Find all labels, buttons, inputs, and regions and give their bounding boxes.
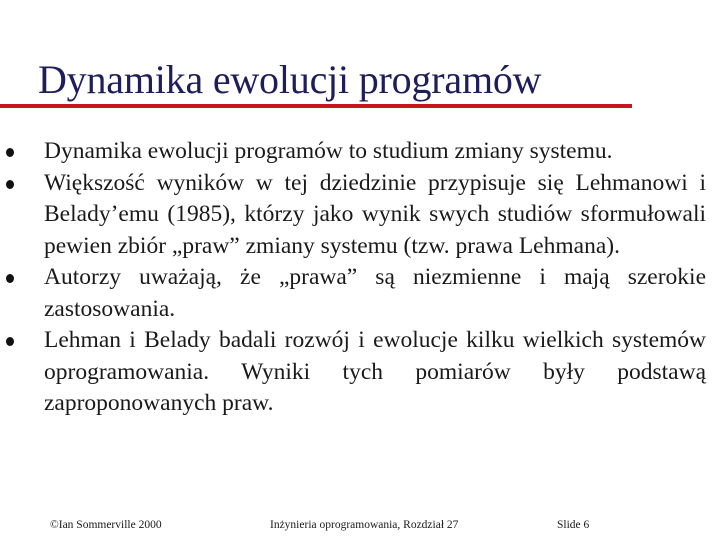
bullet-item bbox=[0, 168, 720, 263]
bullet-dot-icon bbox=[6, 148, 14, 157]
slide-title: Dynamika ewolucji programów bbox=[38, 57, 542, 102]
footer-slide-number: Slide 6 bbox=[557, 519, 590, 531]
bullet-dot-icon bbox=[6, 274, 14, 283]
bullet-item bbox=[0, 325, 720, 420]
bullet-text: Większość wyników w tej dziedzinie przypisuje się Lehmanowi i Belady’emu (1985), którzy jako wynik swych studiów sformułowali pewien zbiór „praw” zmiany systemu (tzw. prawa Lehmana). bbox=[44, 169, 706, 259]
footer-copyright: ©Ian Sommerville 2000 bbox=[50, 519, 162, 531]
bullet-text: Autorzy uważają, że „prawa” są niezmienne i mają szerokie zastosowania. bbox=[44, 264, 706, 322]
bullet-text: Dynamika ewolucji programów to studium zmiany systemu. bbox=[44, 138, 613, 164]
bullet-dot-icon bbox=[6, 180, 14, 189]
bullet-text: Lehman i Belady badali rozwój i ewolucje kilku wielkich systemów oprogramowania. Wyniki tych pomiarów były podstawą zaproponowanych praw. bbox=[44, 327, 706, 416]
footer-course: Inżynieria oprogramowania, Rozdział 27 bbox=[270, 519, 459, 531]
bullet-list bbox=[0, 136, 720, 420]
title-underline bbox=[0, 104, 632, 108]
bullet-item bbox=[0, 262, 720, 325]
bullet-item bbox=[0, 136, 720, 168]
bullet-dot-icon bbox=[6, 337, 14, 346]
